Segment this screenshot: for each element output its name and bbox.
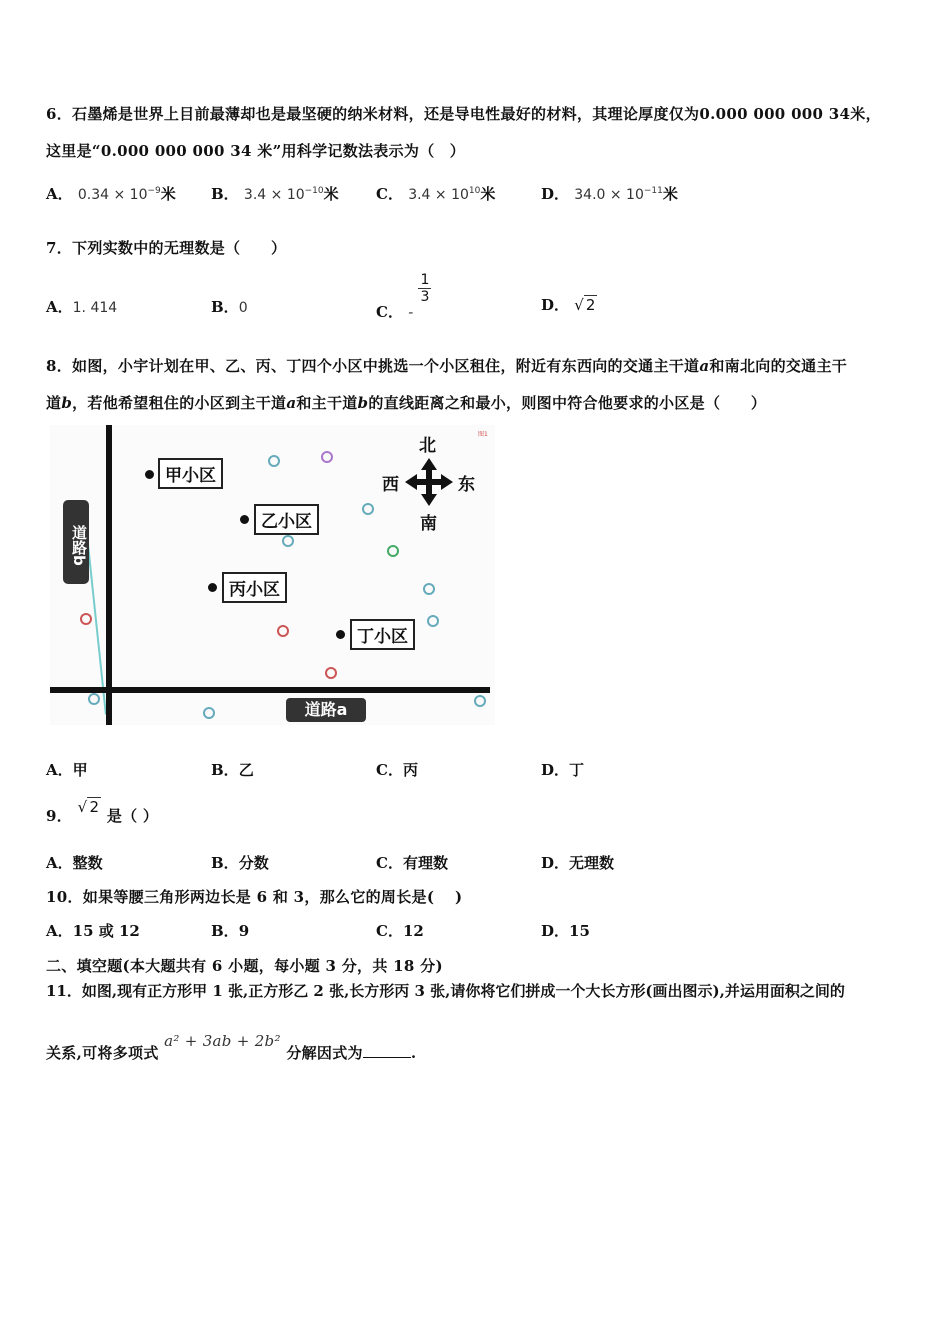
map-pin-icon <box>427 615 439 627</box>
complex-jia-label: 甲小区 <box>158 458 223 489</box>
road-b-line <box>106 425 112 725</box>
map-pin-icon <box>423 583 435 595</box>
complex-yi-dot <box>240 515 249 524</box>
q9-stem: 9． √ 2 是（ ） <box>46 798 159 825</box>
map-pin-icon <box>80 613 92 625</box>
complex-ding-dot <box>336 630 345 639</box>
answer-blank[interactable] <box>363 1057 411 1058</box>
q8-stem-line1: 8．如图，小宇计划在甲、乙、丙、丁四个小区中挑选一个小区租住，附近有东西向的交通主干道a和南北向的交通主干 <box>46 357 848 375</box>
q7-option-c[interactable]: C． - $\frac{1}{3}$ <box>376 272 430 321</box>
sqrt-two: √ 2 <box>574 296 596 314</box>
q7-option-b[interactable]: B．0 <box>211 298 248 316</box>
complex-bing-label: 丙小区 <box>222 572 287 603</box>
compass-south: 南 <box>420 514 437 534</box>
map-pin-icon <box>282 535 294 547</box>
q10-stem: 10．如果等腰三角形两边长是 6 和 3，那么它的周长是( ) <box>46 888 463 906</box>
q7-option-a[interactable]: A．1. 414 <box>46 298 118 316</box>
compass-west: 西 <box>382 475 399 495</box>
section-heading: 二、填空题(本大题共有 6 小题，每小题 3 分，共 18 分) <box>46 957 443 975</box>
q8-option-b[interactable]: B．乙 <box>211 761 254 779</box>
q8-option-c[interactable]: C．丙 <box>376 761 418 779</box>
q6-option-c[interactable]: C． $3.4 \times 10^{10}$米 <box>376 185 496 203</box>
road-b-label: 道路b <box>63 500 89 584</box>
compass-arrows-icon <box>405 458 453 506</box>
map-pin-icon <box>277 625 289 637</box>
map-pin-icon <box>474 695 486 707</box>
polynomial-expression: a² + 3ab + 2b² <box>164 1032 281 1050</box>
q11-stem-line1: 11．如图,现有正方形甲 1 张,正方形乙 2 张,长方形丙 3 张,请你将它们拼成一个大长方形(画出图示),并运用面积之间的 <box>46 982 845 1000</box>
q11-stem-line2: 关系,可将多项式 a² + 3ab + 2b² 分解因式为 . <box>46 1032 417 1062</box>
q10-option-c[interactable]: C．12 <box>376 922 424 940</box>
map-pin-icon <box>362 503 374 515</box>
sqrt-two: √ 2 <box>77 798 100 816</box>
complex-yi-label: 乙小区 <box>254 504 319 535</box>
compass-east: 东 <box>458 475 475 495</box>
q6-stem-line2: 这里是“0.000 000 000 34 米”用科学记数法表示为（ ） <box>46 142 466 160</box>
complex-bing-dot <box>208 583 217 592</box>
road-a-label: 道路a <box>286 698 366 722</box>
q8-option-d[interactable]: D．丁 <box>541 761 585 779</box>
q6-option-a[interactable]: A． $0.34 \times 10^{-9}$米 <box>46 185 176 203</box>
q9-option-d[interactable]: D．无理数 <box>541 854 615 872</box>
q7-stem: 7．下列实数中的无理数是（ ） <box>46 239 287 257</box>
q10-option-a[interactable]: A．15 或 12 <box>46 922 140 940</box>
q9-option-c[interactable]: C．有理数 <box>376 854 448 872</box>
q8-stem-line2: 道b，若他希望租住的小区到主干道a和主干道b的直线距离之和最小，则图中符合他要求的小区是（ ） <box>46 394 767 412</box>
q10-option-b[interactable]: B．9 <box>211 922 250 940</box>
q8-option-a[interactable]: A．甲 <box>46 761 88 779</box>
map-pin-icon <box>321 451 333 463</box>
fraction-one-third: $\frac{1}{3}$ <box>420 272 430 305</box>
map-pin-icon <box>268 455 280 467</box>
q6-option-b[interactable]: B． $3.4 \times 10^{-10}$米 <box>211 185 339 203</box>
road-a-line <box>50 687 490 693</box>
q9-option-b[interactable]: B．分数 <box>211 854 269 872</box>
complex-ding-label: 丁小区 <box>350 619 415 650</box>
map-pin-icon <box>203 707 215 719</box>
q10-option-d[interactable]: D．15 <box>541 922 590 940</box>
q6-option-d[interactable]: D． $34.0 \times 10^{-11}$米 <box>541 185 678 203</box>
map-pin-icon <box>88 693 100 705</box>
q8-map-figure <box>50 425 495 725</box>
compass-north: 北 <box>419 436 436 456</box>
q6-stem-line1: 6．石墨烯是世界上目前最薄却也是最坚硬的纳米材料，还是导电性最好的材料，其理论厚度仅为0.000 000 000 34米， <box>46 105 881 123</box>
q9-option-a[interactable]: A．整数 <box>46 854 103 872</box>
figure-tag: 图1 <box>478 431 488 438</box>
map-pin-icon <box>325 667 337 679</box>
map-pin-icon <box>387 545 399 557</box>
complex-jia-dot <box>145 470 154 479</box>
q7-option-d[interactable]: D． √ 2 <box>541 296 596 314</box>
